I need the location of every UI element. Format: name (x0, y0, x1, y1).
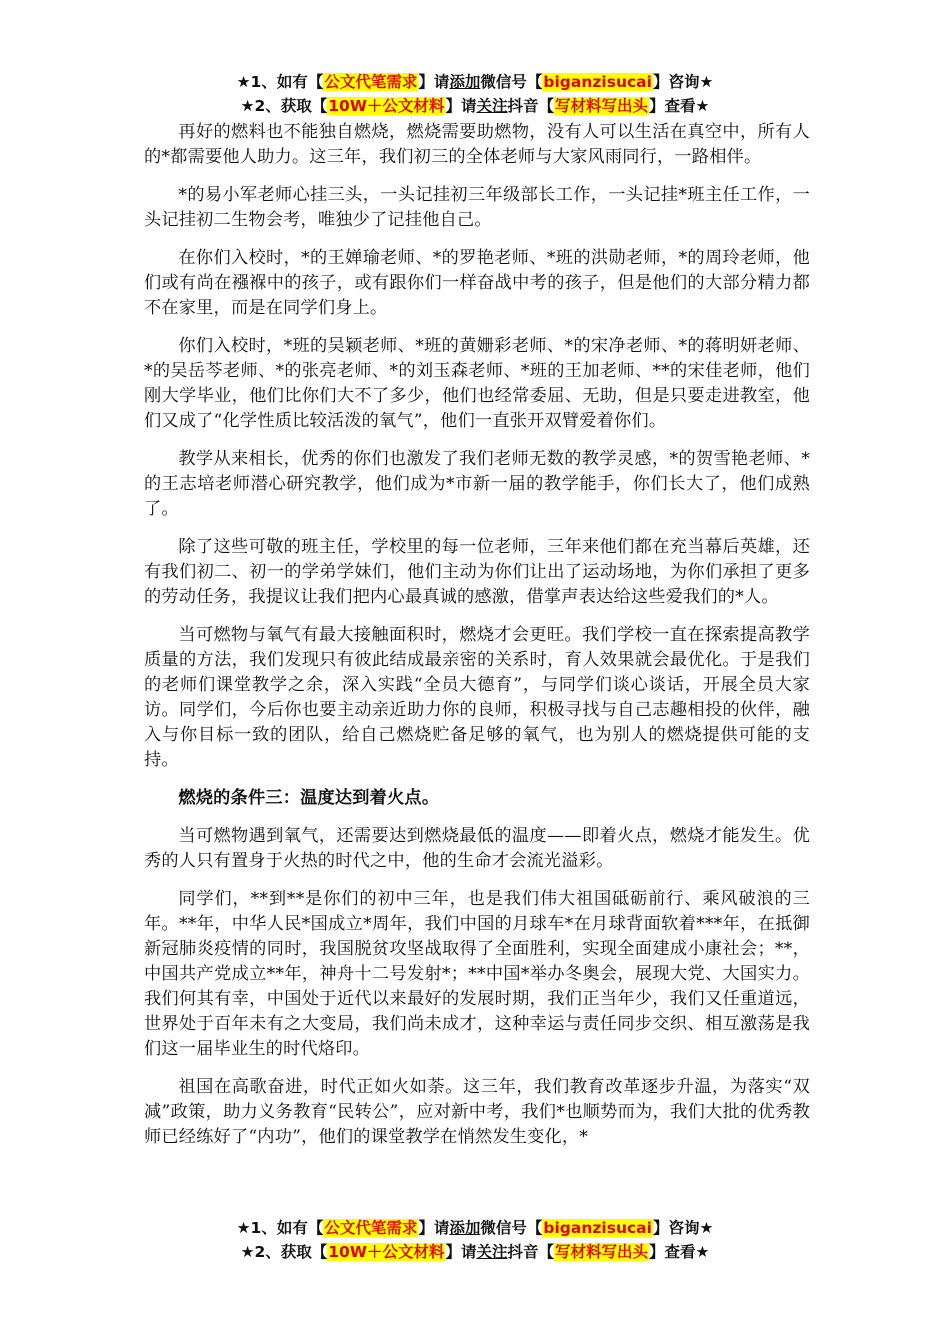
paragraph: 除了这些可敬的班主任，学校里的每一位老师，三年来他们都在充当幕后英雄，还有我们初二、初一的学弟学妹们，他们主动为你们让出了运动场地，为你们承担了更多的劳动任务，我提议让我们把内心最真诚的感激，借掌声表达给这些爱我们的*人。 (144, 537, 810, 607)
banner-text: 】查看★ (649, 97, 710, 115)
section-heading: 燃烧的条件三：温度达到着火点。 (178, 788, 440, 808)
banner-text: ★2、获取【 (240, 97, 328, 115)
paragraph: 祖国在高歌奋进，时代正如火如荼。这三年，我们教育改革逐步升温，为落实“双减”政策，助力义务教育“民转公”，应对新中考，我们*也顺势而为，我们大批的优秀教师已经练好了“内功”，他们的课堂教学在悄然发生变化，* (144, 1077, 810, 1147)
highlight-materials: 10W＋公文材料 (328, 97, 445, 115)
highlight-service: 公文代笔需求 (324, 73, 418, 91)
paragraph: 同学们，**到**是你们的初中三年，也是我们伟大祖国砥砺前行、乘风破浪的三年。**年，中华人民*国成立*周年，我们中国的月球车*在月球背面软着***年，在抵御新冠肺炎疫情的同时，我国脱贫攻坚战取得了全面胜利，实现全面建成小康社会；**，中国共产党成立**年，神舟十二号发射*；**中国*举办冬奥会，展现大党、大国实力。我们何其有幸，中国处于近代以来最好的发展时期，我们正当年少，我们又任重道远，世界处于百年未有之大变局，我们尚未成才，这种幸运与责任同步交织、相互激荡是我们这一届毕业生的时代烙印。 (144, 889, 810, 1059)
highlight-douyin-account: 写材料写出头 (554, 97, 648, 115)
highlight-materials: 10W＋公文材料 (328, 1243, 445, 1261)
underlined-action: 关注 (476, 1243, 508, 1261)
paragraph: 你们入校时，*班的吴颖老师、*班的黄姗彩老师、*的宋净老师、*的蒋明妍老师、*的吴岳芩老师、*的张亮老师、*的刘玉森老师、*班的王加老师、**的宋佳老师，他们刚大学毕业，他们比你们大不了多少，他们也经常委屈、无助，但是只要走进教室，他们又成了“化学性质比较活泼的氧气”，他们一直张开双臂爱着你们。 (144, 336, 810, 431)
banner-text: 】请 (418, 1219, 450, 1237)
banner-text: 抖音【 (507, 97, 554, 115)
paragraph: 当可燃物遇到氧气，还需要达到燃烧最低的温度——即着火点，燃烧才能发生。优秀的人只有置身于火热的时代之中，他的生命才会流光溢彩。 (144, 826, 810, 871)
banner-line-2 (0, 1240, 950, 1264)
header-banner (0, 70, 950, 118)
banner-text: ★2、获取【 (240, 1243, 328, 1261)
underlined-action: 添加 (449, 73, 481, 91)
banner-text: 抖音【 (507, 1243, 554, 1261)
banner-text: 】咨询★ (652, 1219, 714, 1237)
highlight-douyin-account: 写材料写出头 (554, 1243, 648, 1261)
banner-line-1 (0, 70, 950, 94)
highlight-wechat-id: biganzisucai (543, 73, 652, 91)
banner-text: 微信号【 (480, 1219, 543, 1237)
document-body (144, 120, 810, 1163)
highlight-service: 公文代笔需求 (324, 1219, 418, 1237)
banner-text: 微信号【 (480, 73, 543, 91)
banner-line-1 (0, 1216, 950, 1240)
banner-text: 】请 (418, 73, 450, 91)
paragraph: 在你们入校时，*的王婵瑜老师、*的罗艳老师、*班的洪勋老师，*的周玲老师，他们或有尚在襁褓中的孩子，或有跟你们一样奋战中考的孩子，但是他们的大部分精力都不在家里，而是在同学们身上。 (144, 248, 810, 318)
paragraph: 教学从来相长，优秀的你们也激发了我们老师无数的教学灵感，*的贺雪艳老师、*的王志培老师潜心研究教学，他们成为*市新一届的教学能手，你们长大了，他们成熟了。 (144, 449, 810, 519)
underlined-action: 添加 (449, 1219, 481, 1237)
paragraph: 当可燃物与氧气有最大接触面积时，燃烧才会更旺。我们学校一直在探索提高教学质量的方法，我们发现只有彼此结成最亲密的关系时，育人效果就会最优化。于是我们的老师们课堂教学之余，深入实践“全员大德育”，与同学们谈心谈话，开展全员大家访。同学们，今后你也要主动亲近助力你的良师，积极寻找与自己志趣相投的伙伴，融入与你目标一致的团队，给自己燃烧贮备足够的氧气，也为别人的燃烧提供可能的支持。 (144, 625, 810, 770)
highlight-wechat-id: biganzisucai (543, 1219, 652, 1237)
banner-line-2 (0, 94, 950, 118)
underlined-action: 关注 (476, 97, 508, 115)
paragraph: 再好的燃料也不能独自燃烧，燃烧需要助燃物，没有人可以生活在真空中，所有人的*都需要他人助力。这三年，我们初三的全体老师与大家风雨同行，一路相伴。 (144, 122, 810, 167)
banner-text: 】请 (445, 97, 477, 115)
banner-text: 】咨询★ (652, 73, 714, 91)
banner-text: 】查看★ (649, 1243, 710, 1261)
banner-text: ★1、如有【 (236, 1219, 324, 1237)
paragraph: *的易小军老师心挂三头，一头记挂初三年级部长工作，一头记挂*班主任工作，一头记挂初二生物会考，唯独少了记挂他自己。 (144, 185, 810, 230)
footer-banner (0, 1216, 950, 1264)
banner-text: 】请 (445, 1243, 477, 1261)
banner-text: ★1、如有【 (236, 73, 324, 91)
